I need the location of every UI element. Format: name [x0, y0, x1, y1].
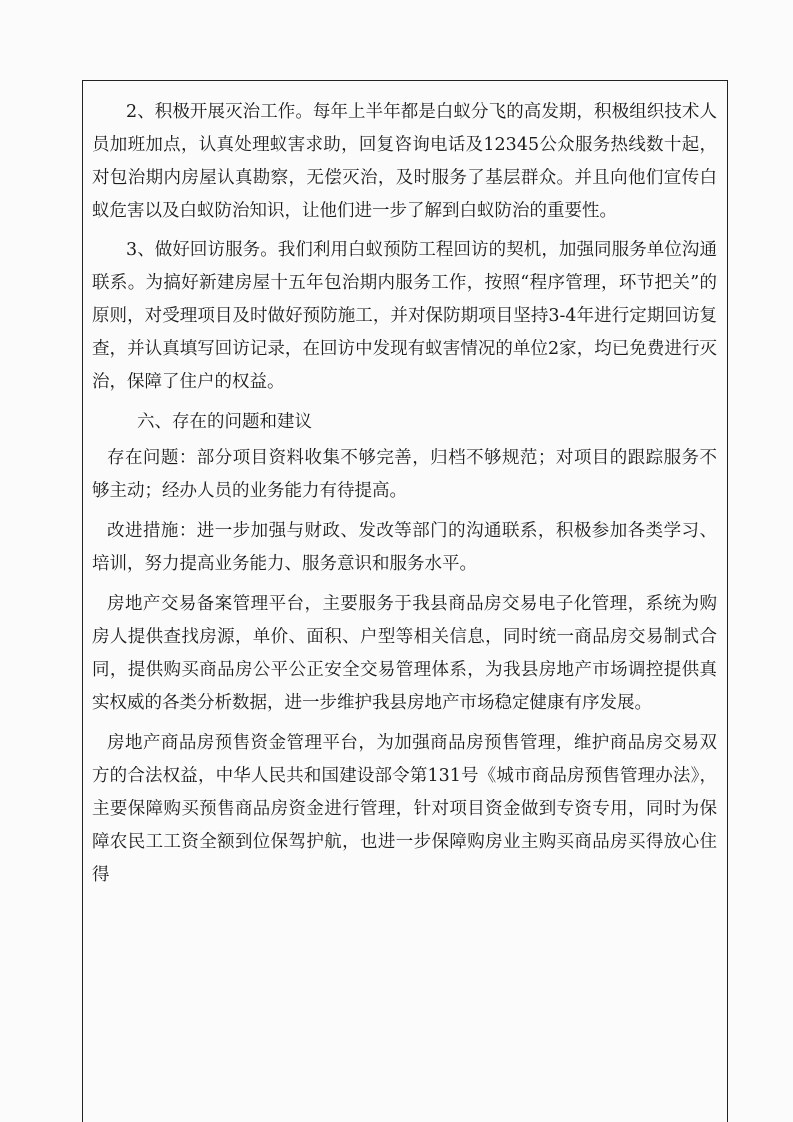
document-body [92, 96, 717, 892]
paragraph-funds-platform: 房地产商品房预售资金管理平台，为加强商品房预售管理，维护商品房交易双方的合法权益，中华人民共和国建设部令第131号《城市商品房预售管理办法》，主要保障购买预售商品房资金进行管理，针对项目资金做到专资专用，同时为保障农民工工资全额到位保驾护航，也进一步保障购房业主购买商品房买得放心住得 [92, 733, 717, 885]
paragraph-measures: 改进措施：进一步加强与财政、发改等部门的沟通联系，积极参加各类学习、培训，努力提高业务能力、服务意识和服务水平。 [92, 521, 717, 574]
section-heading: 六、存在的问题和建议 [137, 412, 312, 432]
paragraph-item-3: 3、做好回访服务。我们利用白蚁预防工程回访的契机，加强同服务单位沟通联系。为搞好新建房屋十五年包治期内服务工作，按照“程序管理，环节把关”的原则，对受理项目及时做好预防施工，并对保防期项目坚持3-4年进行定期回访复查，并认真填写回访记录，在回访中发现有蚁害情况的单位2家，均已免费进行灭治，保障了住户的权益。 [92, 240, 717, 392]
paragraph-item-2: 2、积极开展灭治工作。每年上半年都是白蚁分飞的高发期，积极组织技术人员加班加点，认真处理蚁害求助，回复咨询电话及12345公众服务热线数十起，对包治期内房屋认真勘察，无偿灭治，及时服务了基层群众。并且向他们宣传白蚁危害以及白蚁防治知识，让他们进一步了解到白蚁防治的重要性。 [92, 102, 717, 221]
paragraph-problems: 存在问题：部分项目资料收集不够完善，归档不够规范；对项目的跟踪服务不够主动；经办人员的业务能力有待提高。 [92, 448, 717, 501]
paragraph-filing-platform: 房地产交易备案管理平台，主要服务于我县商品房交易电子化管理，系统为购房人提供查找房源，单价、面积、户型等相关信息，同时统一商品房交易制式合同，提供购买商品房公平公正安全交易管理体系，为我县房地产市场调控提供真实权威的各类分析数据，进一步维护我县房地产市场稳定健康有序发展。 [92, 594, 717, 713]
